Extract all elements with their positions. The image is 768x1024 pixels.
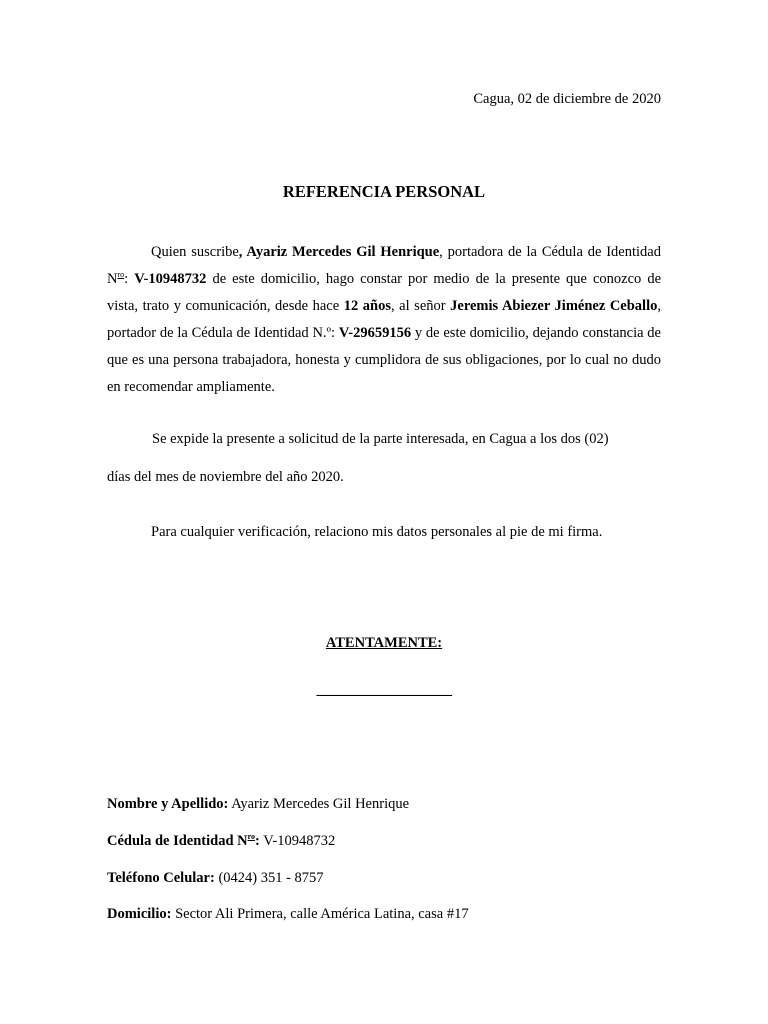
document-date: Cagua, 02 de diciembre de 2020: [473, 91, 661, 107]
info-phone-value: (0424) 351 - 8757: [214, 870, 324, 886]
ordinal-superscript: ro: [247, 832, 256, 841]
paragraph-text: Quien suscribe: [151, 244, 239, 260]
issuance-line-2: días del mes de noviembre del año 2020.: [107, 469, 344, 485]
closing-salutation: ATENTAMENTE:: [325, 635, 443, 651]
paragraph-text: de este domicilio, hago constar por medio de la presente que conozco de vista, trato y comunicación, desde hace: [107, 271, 662, 314]
info-name-value: Ayariz Mercedes Gil Henrique: [228, 796, 410, 812]
info-id-label: Cédula de Identidad N: [107, 833, 248, 849]
paragraph-text: , al señor: [390, 298, 451, 314]
info-id-colon: :: [255, 833, 260, 849]
ordinal-superscript: ro: [117, 270, 125, 279]
signer-id-number: V-10948732: [134, 271, 207, 287]
reference-paragraph: [107, 239, 661, 401]
issuance-line-1: Se expide la presente a solicitud de la parte interesada, en Cagua a los dos (02): [152, 431, 609, 447]
info-phone-row: [107, 870, 324, 887]
info-address-value: Sector Ali Primera, calle América Latina, casa #17: [171, 906, 469, 922]
paragraph-text: :: [124, 271, 135, 287]
info-name-row: [107, 796, 409, 813]
referred-person-id-number: V-29659156: [338, 325, 412, 341]
info-address-row: [107, 906, 469, 923]
years-known: 12 años: [343, 298, 391, 314]
paragraph-text: , portador de la Cédula de Identidad N.º:: [107, 298, 661, 341]
referred-person-name: Jeremis Abiezer Jiménez Ceballo: [450, 298, 658, 314]
document-title: REFERENCIA PERSONAL: [282, 182, 486, 201]
verification-line: Para cualquier verificación, relaciono mis datos personales al pie de mi firma.: [151, 524, 603, 540]
paragraph-text: , portadora de la Cédula de Identidad N: [107, 244, 661, 287]
info-phone-label: Teléfono Celular:: [107, 870, 215, 886]
info-id-value: V-10948732: [259, 833, 336, 849]
info-address-label: Domicilio:: [107, 906, 172, 922]
signer-name: , Ayariz Mercedes Gil Henrique: [238, 244, 440, 260]
info-id-row: [107, 833, 335, 850]
paragraph-text: y de este domicilio, dejando constancia de que es una persona trabajadora, honesta y cumplidora de sus obligaciones, por lo cual no dudo en recomendar ampliamente.: [107, 325, 661, 395]
info-name-label: Nombre y Apellido:: [107, 796, 229, 812]
signature-line: ____________________: [316, 682, 452, 698]
